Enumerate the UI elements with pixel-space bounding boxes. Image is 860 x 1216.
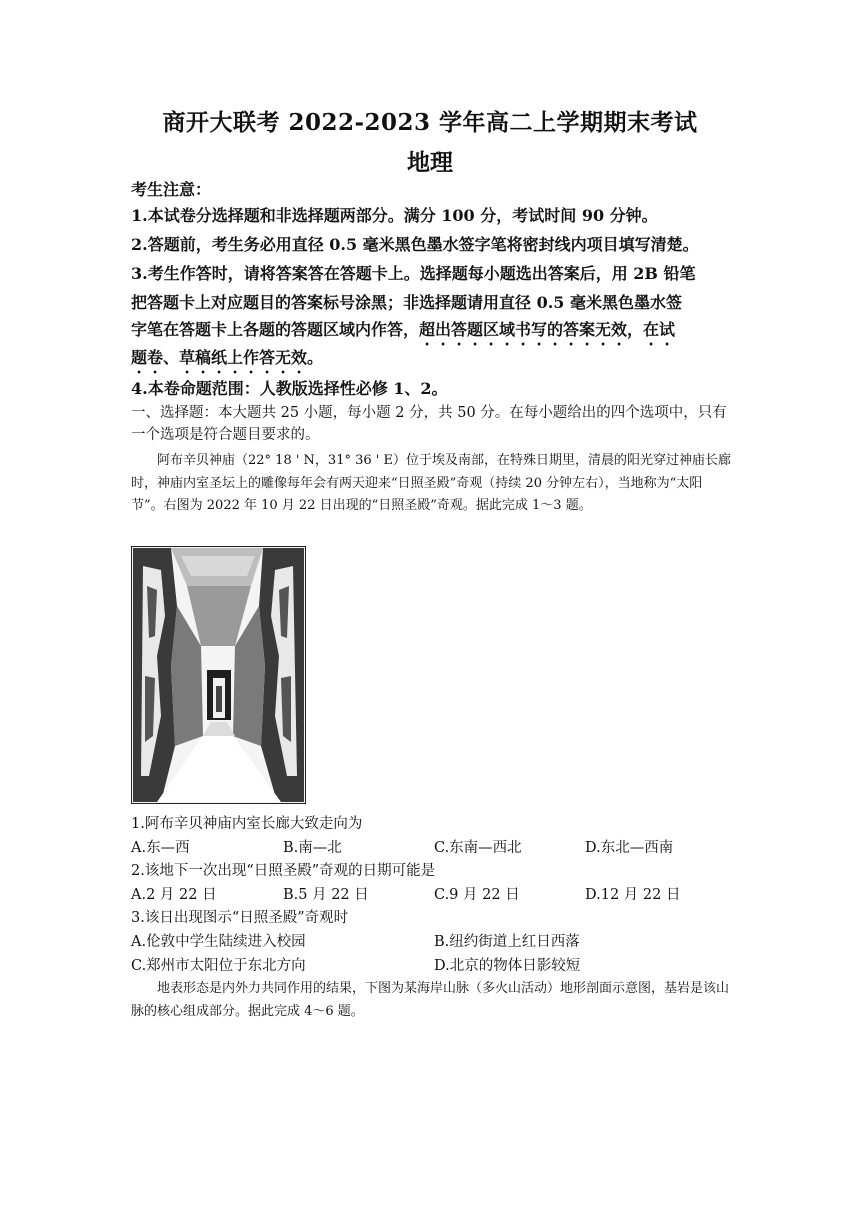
notice-item-2: 2.答题前，考生务必用直径 0.5 毫米黑色墨水签字笔将密封线内项目填写清楚。 <box>131 235 699 254</box>
question-3-option-d: D.北京的物体日影较短 <box>434 958 581 974</box>
question-2: 2.该地下一次出现“日照圣殿”奇观的日期可能是 <box>131 863 436 879</box>
question-1-option-d: D.东北—西南 <box>585 840 674 856</box>
notice-item-1: 1.本试卷分选择题和非选择题两部分。满分 100 分，考试时间 90 分钟。 <box>131 206 658 225</box>
question-1-option-a: A.东—西 <box>131 840 190 856</box>
notice-heading: 考生注意： <box>131 180 212 199</box>
question-2-option-c: C.9 月 22 日 <box>434 887 520 903</box>
temple-sunlight-photo <box>131 546 306 804</box>
notice-item-4: 4.本卷命题范围：人教版选择性必修 1、2。 <box>131 379 448 398</box>
notice-item-3-emphasis: 超出答题区域书写的答案无效，在试 <box>419 320 676 339</box>
notice-item-3-plain: 字笔在答题卡上各题的答题区域内作答， <box>131 320 420 339</box>
question-1: 1.阿布辛贝神庙内室长廊大致走向为 <box>131 816 363 832</box>
notice-item-3-emphasis-2: 题卷、草稿纸上作答无效。 <box>131 348 324 367</box>
question-2-option-d: D.12 月 22 日 <box>585 887 681 903</box>
question-2-option-b: B.5 月 22 日 <box>283 887 369 903</box>
exam-subject: 地理 <box>407 149 453 176</box>
question-1-option-c: C.东南—西北 <box>434 840 522 856</box>
passage-1: 阿布辛贝神庙（22° 18 ' N，31° 36 ' E）位于埃及南部，在特殊日期里，清晨的阳光穿过神庙长廊时，神庙内室圣坛上的雕像每年会有两天迎来“日照圣殿”奇观（持续 20 分钟左右），当地称为“太阳节”。右图为 2022 年 10 月 22 日出现的“日照圣殿”奇观。据此完成 1～3 题。 <box>131 453 731 513</box>
question-1-option-b: B.南—北 <box>283 840 342 856</box>
notice-item-3-line-2: 把答题卡上对应题目的答案标号涂黑；非选择题请用直径 0.5 毫米黑色墨水签 <box>131 293 682 312</box>
question-3-option-a: A.伦敦中学生陆续进入校园 <box>131 934 306 950</box>
notice-item-3-line-4 <box>131 346 751 377</box>
question-2-option-a: A.2 月 22 日 <box>131 887 217 903</box>
question-3-option-c: C.郑州市太阳位于东北方向 <box>131 958 306 974</box>
question-3-option-b: B.纽约街道上红日西落 <box>434 934 580 950</box>
question-3: 3.该日出现图示“日照圣殿”奇观时 <box>131 910 349 926</box>
passage-2: 地表形态是内外力共同作用的结果，下图为某海岸山脉（多火山活动）地形剖面示意图，基岩是该山脉的核心组成部分。据此完成 4～6 题。 <box>131 981 730 1019</box>
notice-item-3-line-3 <box>131 318 751 349</box>
notice-item-3-line-1: 3.考生作答时，请将答案答在答题卡上。选择题每小题选出答案后，用 2B 铅笔 <box>131 264 696 283</box>
exam-title: 商开大联考 2022-2023 学年高二上学期期末考试 <box>162 109 698 136</box>
section-1-intro: 一、选择题：本大题共 25 小题，每小题 2 分，共 50 分。在每小题给出的四个选项中，只有一个选项是符合题目要求的。 <box>131 405 727 443</box>
